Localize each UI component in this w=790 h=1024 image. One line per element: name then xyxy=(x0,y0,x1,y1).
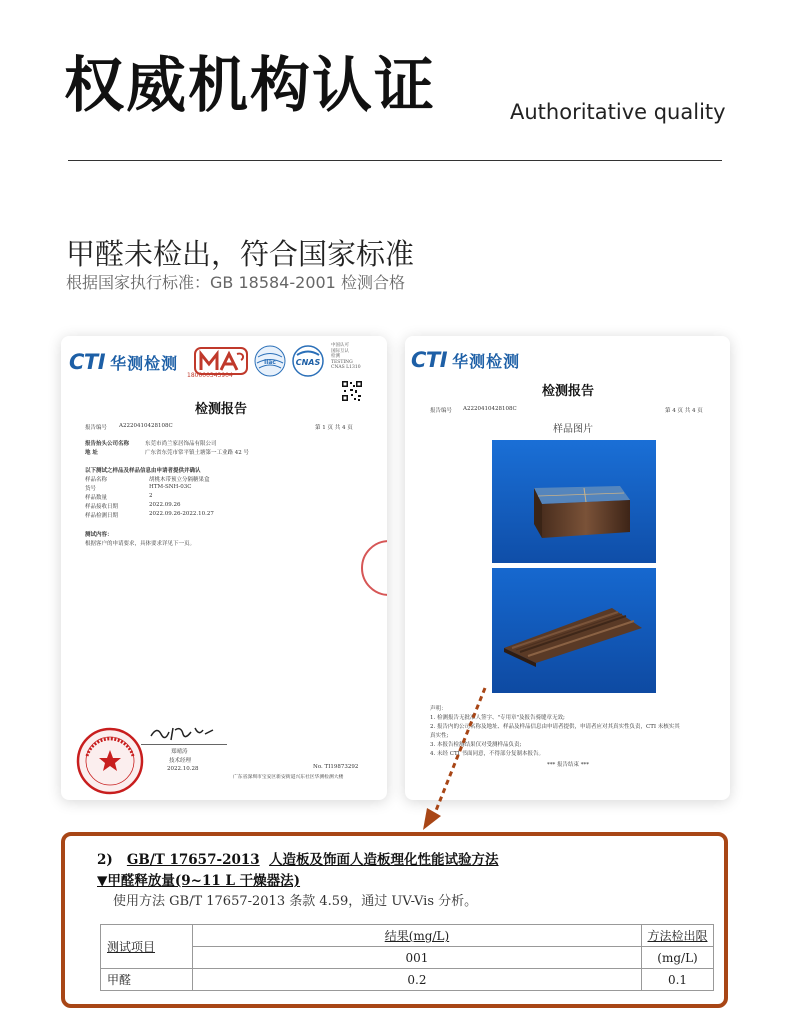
formaldehyde-result-box xyxy=(61,832,728,1008)
report-no: A2220410428108C xyxy=(463,406,517,412)
field-value: 2022.09.26 xyxy=(149,502,181,508)
page-info: 第 1 页 共 4 页 xyxy=(315,425,353,431)
statement-line: 1. 检测报告无批准人签字、"专用章"及报告骑缝章无效; xyxy=(430,715,565,721)
standard-title: 2) GB/T 17657-2013 人造板及饰面人造板理化性能试验方法 xyxy=(97,852,499,868)
field-label: 货号 xyxy=(85,486,97,492)
company-name: 东莞市尚兰家居饰品有限公司 xyxy=(145,441,217,447)
statement-line: 4. 未经 CTI 书面同意，不得部分复制本报告。 xyxy=(430,751,545,757)
official-seal-icon xyxy=(75,726,145,796)
address-label: 地 址 xyxy=(85,450,98,456)
statement-line: 2. 报告内的公司名称及地址、样品及样品信息由申请者提供，申请者应对其真实性负责，CTI 未核实其 xyxy=(430,724,680,730)
company-label: 报告抬头公司名称 xyxy=(85,441,130,447)
table-header-row xyxy=(101,925,714,947)
field-label: 样品数量 xyxy=(85,495,108,501)
row-limit: 0.1 xyxy=(642,969,714,991)
result-table xyxy=(100,924,714,991)
report-page-1 xyxy=(61,336,387,800)
cnas-note: 中国认可 国际互认 检测 TESTING CNAS L1310 xyxy=(331,343,361,370)
svg-text:CNAS: CNAS xyxy=(295,358,321,367)
field-value: 胡桃木带预立分隔糖果盒 xyxy=(149,477,210,483)
field-label: 样品检测日期 xyxy=(85,513,119,519)
test-item-title: ▼甲醛释放量(9~11 L 干燥器法) xyxy=(97,873,301,889)
sign-date: 2022.10.28 xyxy=(167,766,199,772)
test-method: 使用方法 GB/T 17657-2013 条款 4.59，通过 UV-Vis 分析。 xyxy=(113,894,478,909)
statement-label: 声明： xyxy=(430,706,447,712)
footer-address: 广东省深圳市宝安区新安街道兴东社区华测检测大楼 xyxy=(233,775,344,780)
page-title: 权威机构认证 xyxy=(64,51,436,121)
col-limit-unit: (mg/L) xyxy=(642,947,714,969)
photos-label: 样品图片 xyxy=(553,424,593,435)
col-limit-header: 方法检出限 xyxy=(642,925,714,947)
report-end-note: *** 报告结束 *** xyxy=(547,762,589,768)
field-label: 样品名称 xyxy=(85,477,108,483)
address-value: 广东省东莞市常平镇土塘第一工业路 42 号 xyxy=(145,450,249,456)
header-divider xyxy=(68,160,722,161)
page-subtitle-en: Authoritative quality xyxy=(510,100,726,124)
signer-title: 技术经理 xyxy=(169,758,192,764)
document-number: No. TI19873292 xyxy=(313,764,359,770)
cti-logo: CTI 华测检测 xyxy=(69,350,179,374)
cti-logo: CTI 华测检测 xyxy=(411,348,521,372)
field-value: HTM-SNH-03C xyxy=(149,484,192,490)
row-result: 0.2 xyxy=(192,969,641,991)
row-item: 甲醛 xyxy=(101,969,193,991)
statement-line: 3. 本报告检测结果仅对受测样品负责; xyxy=(430,742,522,748)
statement-line: 真实性; xyxy=(430,733,449,739)
signature-line xyxy=(141,744,227,745)
table-row xyxy=(101,969,714,991)
report-no: A2220410428108C xyxy=(119,423,173,429)
ilac-mra-logo-icon xyxy=(253,344,287,378)
report-heading: 检测报告 xyxy=(542,384,595,399)
col-result-sub: 001 xyxy=(192,947,641,969)
cnas-logo-icon xyxy=(291,344,325,378)
sample-photo-board xyxy=(492,568,656,693)
dotted-arrow-icon xyxy=(415,684,495,834)
col-item-header: 测试项目 xyxy=(101,925,193,969)
sample-photo-box xyxy=(492,440,656,563)
report-heading: 检测报告 xyxy=(195,402,248,417)
svg-text:ilac: ilac xyxy=(264,359,276,366)
qr-code-icon xyxy=(341,380,363,402)
section-headline: 甲醛未检出，符合国家标准 xyxy=(66,237,415,271)
table-subheader-row xyxy=(101,947,714,969)
report-no-label: 报告编号 xyxy=(430,408,453,414)
signer-name: 郑晴涛 xyxy=(171,749,188,755)
cma-code: 180000343904 xyxy=(187,372,233,379)
test-content: 根据客户的申请要求，具体要求详见下一页。 xyxy=(85,541,196,547)
test-content-label: 测试内容： xyxy=(85,532,113,538)
section-description: 根据国家执行标准：GB 18584-2001 检测合格 xyxy=(66,273,405,292)
page-info: 第 4 页 共 4 页 xyxy=(665,408,703,414)
report-no-label: 报告编号 xyxy=(85,425,108,431)
field-label: 样品接收日期 xyxy=(85,504,119,510)
col-result-header: 结果(mg/L) xyxy=(192,925,641,947)
field-value: 2 xyxy=(149,493,153,499)
field-value: 2022.09.26-2022.10.27 xyxy=(149,511,214,517)
sample-section-title: 以下测试之样品及样品信息由申请者提供并确认 xyxy=(85,468,201,474)
seal-stamp-icon xyxy=(361,540,387,596)
signature-icon xyxy=(147,722,217,744)
